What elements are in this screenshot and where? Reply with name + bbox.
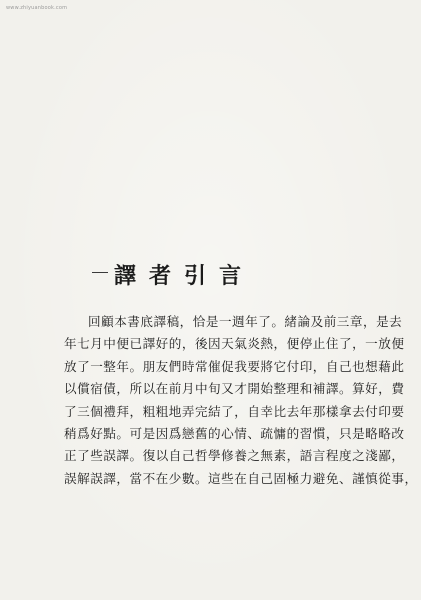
text-line: 年七月中便已譯好的，後因天氣炎熱，便停止住了，一放便: [64, 336, 405, 352]
text-line: 以償宿債，所以在前月中旬又才開始整理和補譯。算好，費: [64, 381, 405, 397]
heading-rule: [92, 272, 108, 273]
text-line: 稍爲好點。可是因爲戀舊的心情、疏慵的習慣，只是略略改: [64, 425, 405, 441]
chapter-heading: 譯者引言: [114, 263, 255, 289]
text-line: 放了一整年。朋友們時常催促我要將它付印，自己也想藉此: [64, 358, 405, 374]
text-line: 正了些誤譯。復以自己哲學修養之無素，語言程度之淺鄙，: [64, 448, 405, 464]
watermark: www.zhiyuanbook.com: [6, 5, 68, 11]
text-line: 回顧本書底譯稿，恰是一週年了。緒論及前三章，是去: [88, 314, 403, 329]
text-line: 了三個禮拜，粗粗地弄完結了，自幸比去年那樣拿去付印要: [64, 403, 405, 419]
body-text: [64, 311, 418, 490]
text-line: 誤解誤譯，當不在少數。這些在自己固極力避免、謹慎從事，: [64, 470, 418, 486]
